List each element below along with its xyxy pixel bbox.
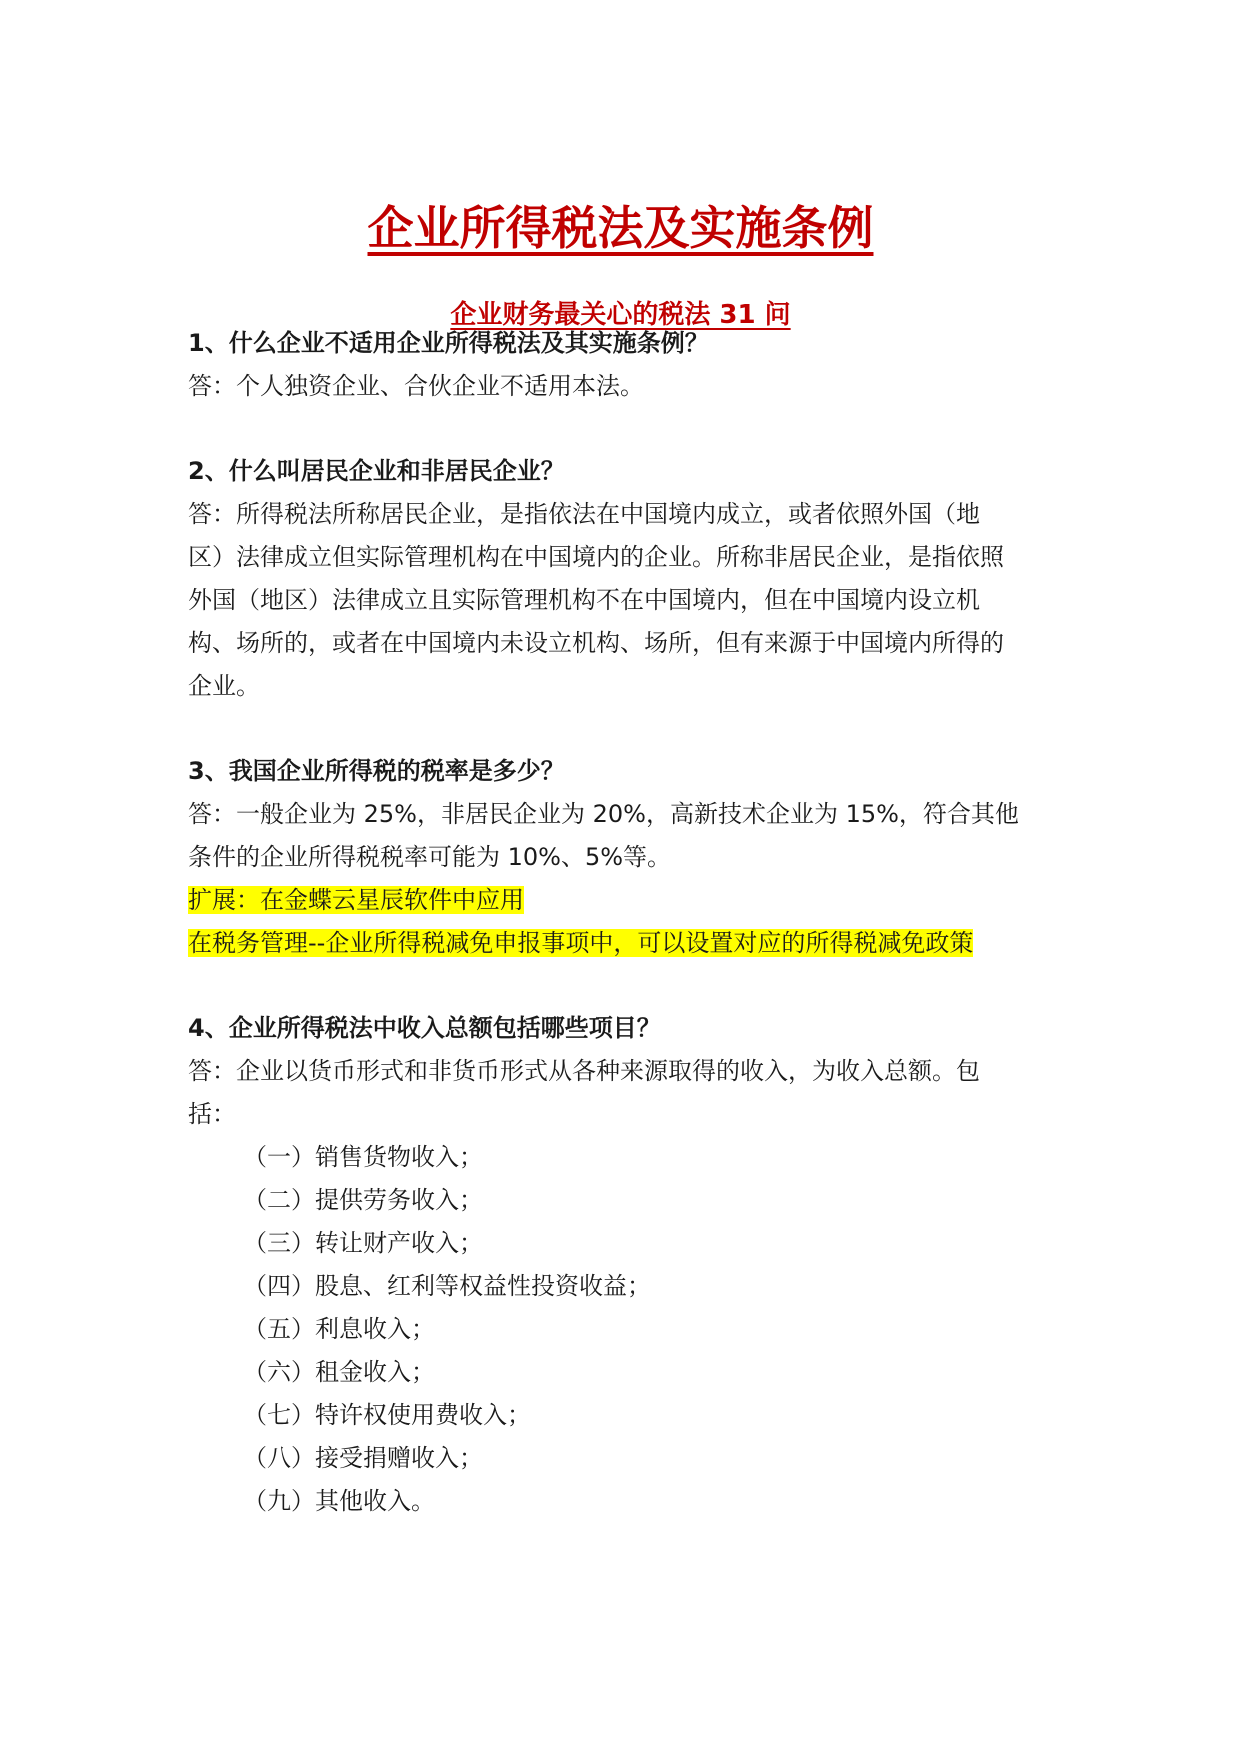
question-4: 4、企业所得税法中收入总额包括哪些项目？: [188, 1014, 661, 1042]
answer-1: 答：个人独资企业、合伙企业不适用本法。: [188, 372, 644, 400]
answer-2-line: 外国（地区）法律成立且实际管理机构不在中国境内，但在中国境内设立机: [188, 586, 980, 614]
income-item: （四）股息、红利等权益性投资收益；: [243, 1272, 651, 1300]
income-item: （五）利息收入；: [243, 1315, 435, 1343]
answer-2-line: 区）法律成立但实际管理机构在中国境内的企业。所称非居民企业，是指依照: [188, 543, 1004, 571]
answer-3-line: 条件的企业所得税税率可能为 10%、5%等。: [188, 843, 672, 871]
highlighted-text: 扩展：在金蝶云星辰软件中应用: [188, 886, 524, 914]
answer-3-line: 答：一般企业为 25%，非居民企业为 20%，高新技术企业为 15%，符合其他: [188, 800, 1019, 828]
income-item: （六）租金收入；: [243, 1358, 435, 1386]
income-item: （一）销售货物收入；: [243, 1143, 483, 1171]
spacer: [188, 965, 1058, 1007]
income-item: （八）接受捐赠收入；: [243, 1444, 483, 1472]
income-item: （九）其他收入。: [243, 1487, 435, 1515]
answer-4-line: 答：企业以货币形式和非货币形式从各种来源取得的收入，为收入总额。包: [188, 1057, 980, 1085]
income-item: （七）特许权使用费收入；: [243, 1401, 531, 1429]
question-1: 1、什么企业不适用企业所得税法及其实施条例？: [188, 329, 709, 357]
question-2: 2、什么叫居民企业和非居民企业？: [188, 457, 565, 485]
document-title-text: 企业所得税法及实施条例: [367, 201, 874, 255]
income-item: （三）转让财产收入；: [243, 1229, 483, 1257]
question-3: 3、我国企业所得税的税率是多少？: [188, 757, 565, 785]
extension-line: [188, 922, 1058, 965]
spacer: [188, 408, 1058, 450]
document-title: [0, 192, 1241, 258]
highlighted-text: 在税务管理--企业所得税减免申报事项中，可以设置对应的所得税减免政策: [188, 929, 974, 957]
document-subtitle-text: 企业财务最关心的税法 31 问: [450, 300, 791, 330]
answer-2-line: 答：所得税法所称居民企业，是指依法在中国境内成立，或者依照外国（地: [188, 500, 980, 528]
spacer: [188, 708, 1058, 750]
extension-line: [188, 879, 1058, 922]
qa-content: [188, 322, 1058, 1523]
answer-2-line: 企业。: [188, 672, 260, 700]
answer-4-line: 括：: [188, 1100, 236, 1128]
answer-2-line: 构、场所的，或者在中国境内未设立机构、场所，但有来源于中国境内所得的: [188, 629, 1004, 657]
income-item: （二）提供劳务收入；: [243, 1186, 483, 1214]
